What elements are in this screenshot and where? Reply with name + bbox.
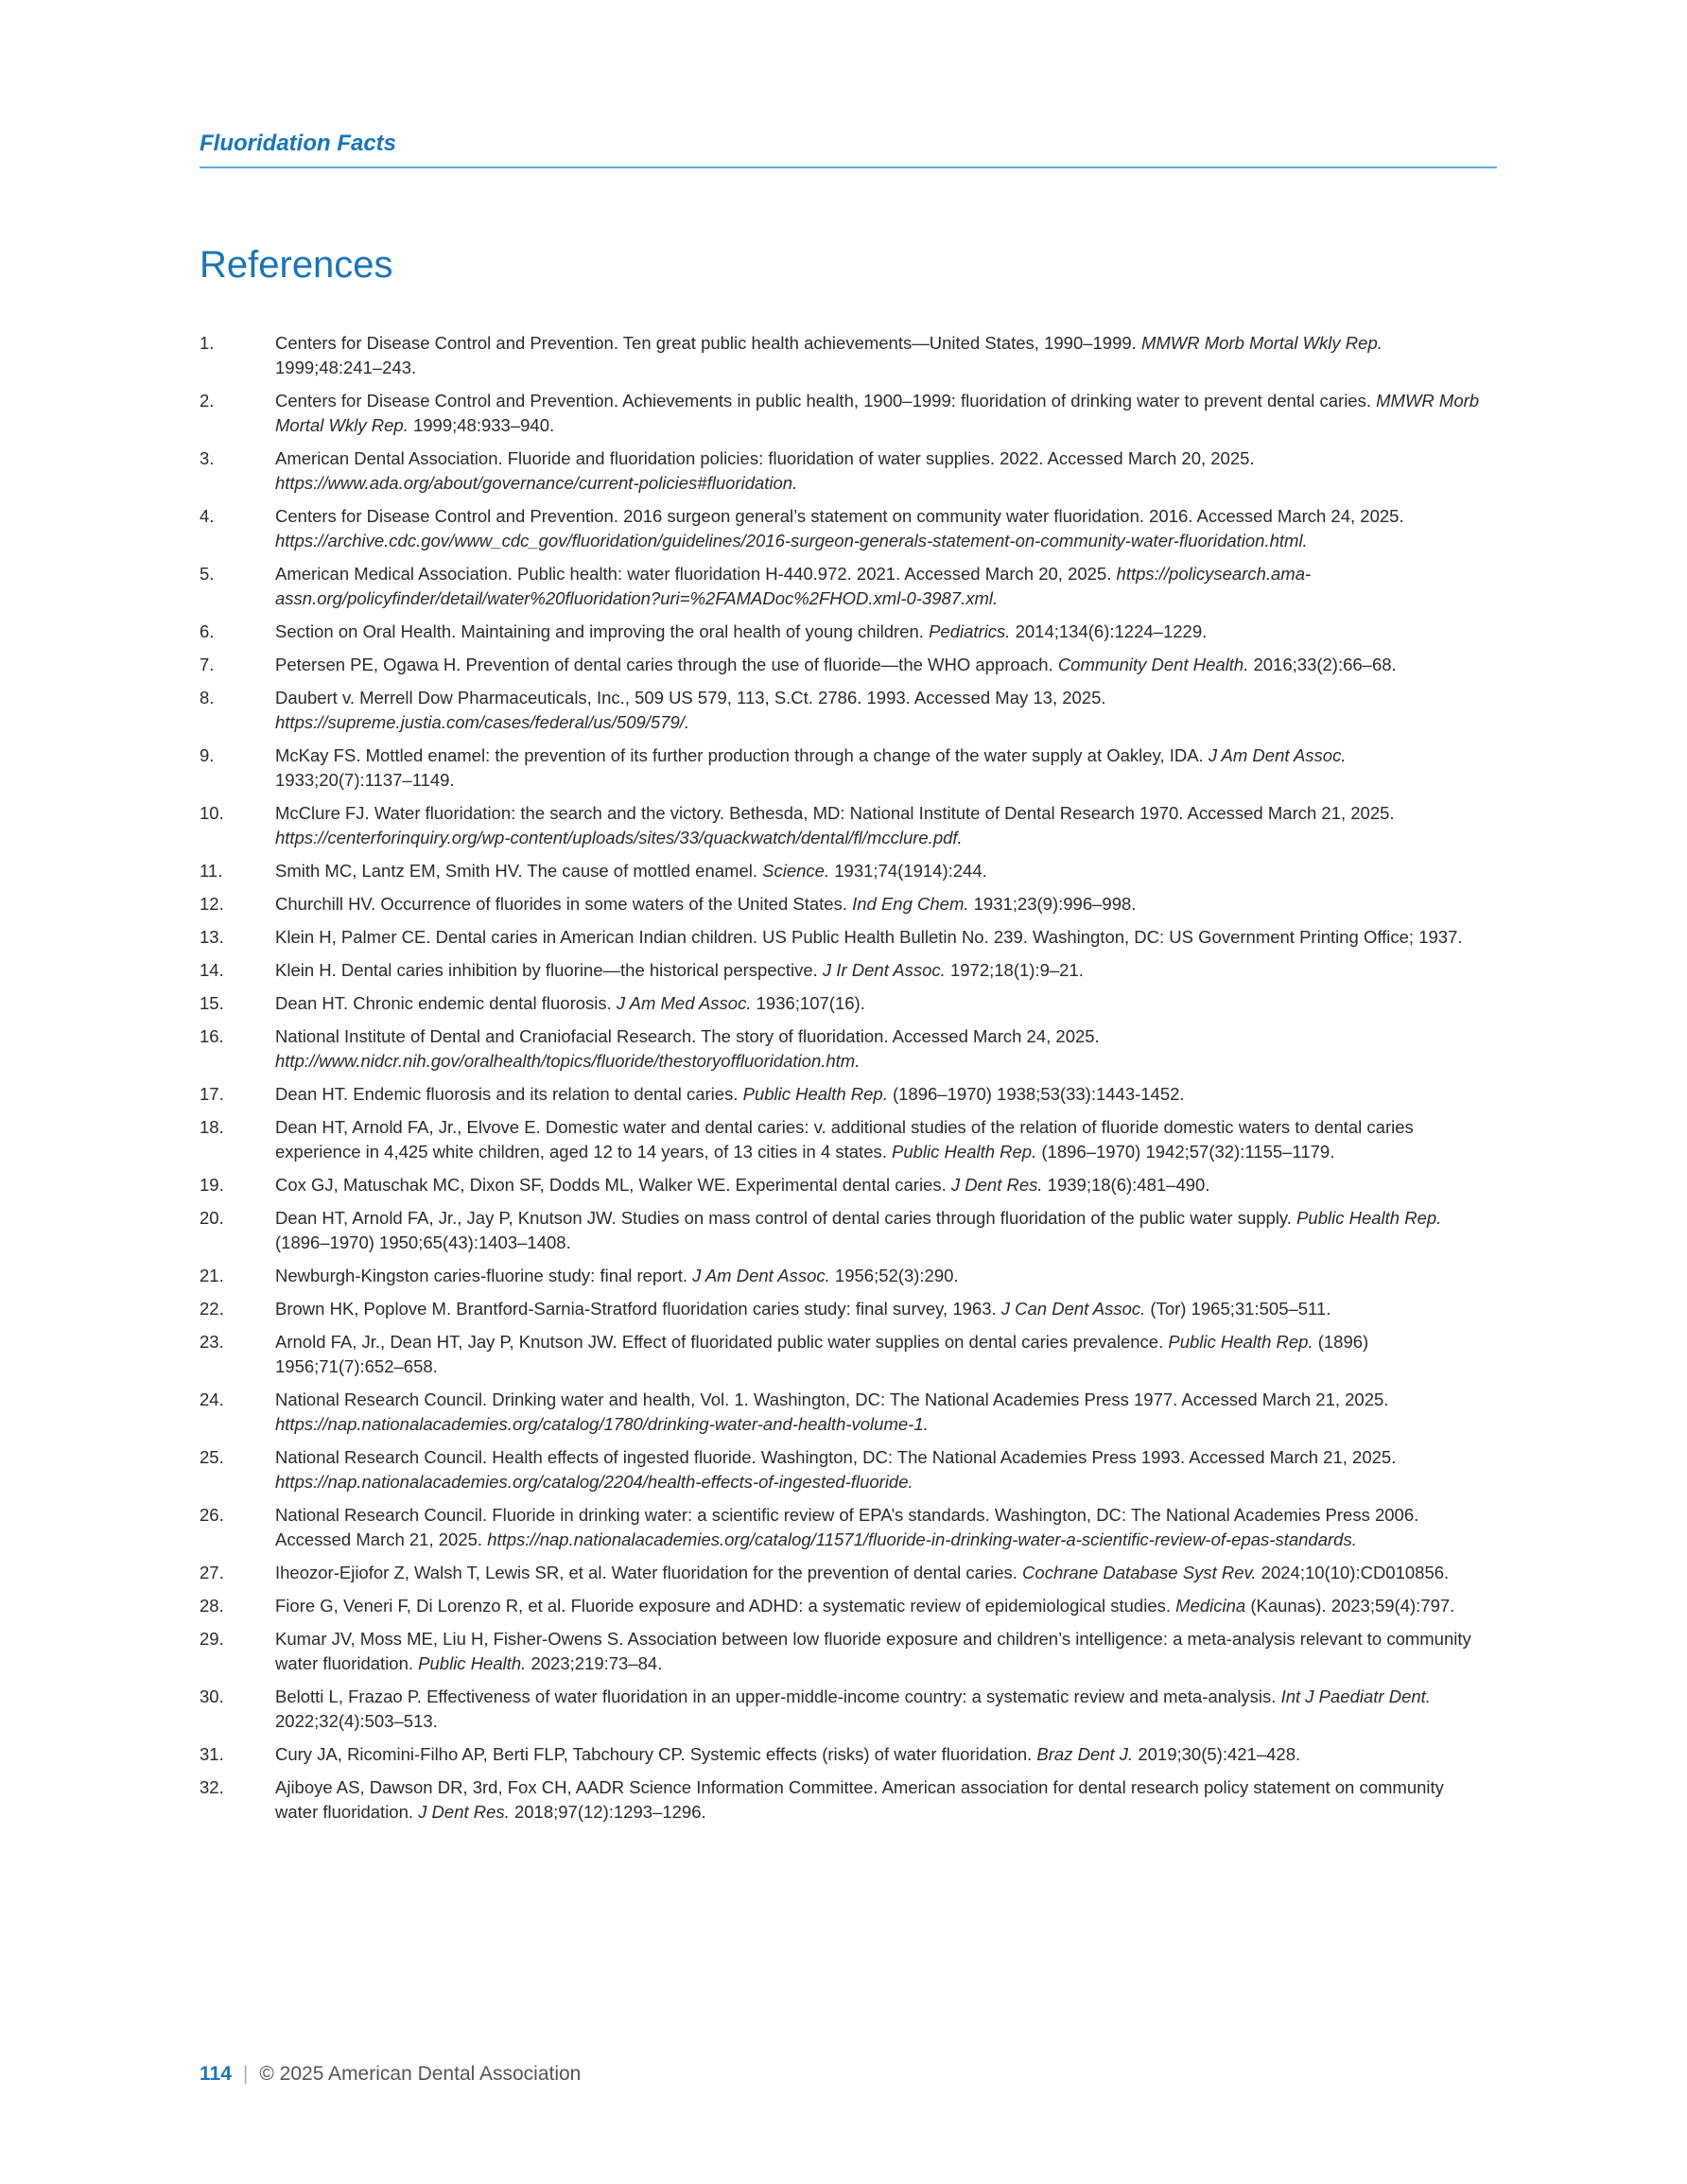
reference-number: 24. xyxy=(200,1389,224,1409)
reference-text xyxy=(275,1206,1486,1255)
reference-item xyxy=(200,743,1486,793)
reference-segment: Kumar JV, Moss ME, Liu H, Fisher-Owens S. Association between low fluoride exposure and children’s intelligence: a meta-analysis relevant to community water fluoridation. xyxy=(275,1629,1471,1673)
reference-number: 3. xyxy=(200,448,215,468)
reference-segment: Petersen PE, Ogawa H. Prevention of dental caries through the use of fluoride—the WHO approach. xyxy=(275,655,1058,674)
reference-source: Public Health Rep. xyxy=(1168,1332,1313,1352)
header-title: Fluoridation Facts xyxy=(200,131,397,156)
reference-text xyxy=(275,1627,1486,1676)
reference-segment: Iheozor-Ejiofor Z, Walsh T, Lewis SR, et al. Water fluoridation for the prevention of dental caries. xyxy=(275,1563,1023,1582)
reference-number: 28. xyxy=(200,1596,224,1616)
reference-segment: (1896–1970) 1950;65(43):1403–1408. xyxy=(275,1232,571,1252)
reference-number: 32. xyxy=(200,1777,224,1797)
reference-item xyxy=(200,1445,1486,1494)
reference-number: 9. xyxy=(200,745,215,765)
reference-text xyxy=(275,1503,1486,1552)
reference-source: Community Dent Health. xyxy=(1057,655,1249,674)
reference-source: J Dent Res. xyxy=(418,1802,510,1822)
reference-number: 11. xyxy=(200,861,223,881)
reference-source: https://supreme.justia.com/cases/federal/us/509/579/. xyxy=(275,712,690,732)
reference-segment: Dean HT, Arnold FA, Jr., Elvove E. Domestic water and dental caries: v. additional studies of the relation of fluoride domestic waters to dental caries experience in 4,425 white children, aged 12 to 14 years, of 13 cities in 4 states. xyxy=(275,1117,1414,1162)
reference-number: 13. xyxy=(200,927,224,947)
reference-segment: 1931;23(9):996–998. xyxy=(968,894,1137,914)
reference-number: 4. xyxy=(200,506,215,526)
reference-segment: Centers for Disease Control and Prevention. Achievements in public health, 1900–1999: fluoridation of drinking water to prevent dental caries. xyxy=(275,391,1377,411)
reference-text xyxy=(275,446,1486,496)
reference-text xyxy=(275,1024,1486,1074)
reference-text xyxy=(275,1264,1486,1288)
reference-text xyxy=(275,958,1486,983)
reference-number: 21. xyxy=(200,1266,224,1285)
reference-segment: Arnold FA, Jr., Dean HT, Jay P, Knutson JW. Effect of fluoridated public water supplies on dental caries prevalence. xyxy=(275,1332,1169,1352)
reference-text xyxy=(275,991,1486,1016)
reference-segment: (1896–1970) 1938;53(33):1443-1452. xyxy=(887,1084,1185,1104)
reference-segment: Centers for Disease Control and Prevention. Ten great public health achievements—United States, 1990–1999. xyxy=(275,333,1141,353)
reference-item xyxy=(200,1594,1486,1618)
reference-number: 20. xyxy=(200,1208,224,1228)
reference-number: 16. xyxy=(200,1026,224,1046)
reference-segment: 1972;18(1):9–21. xyxy=(945,960,1084,980)
reference-segment: 1933;20(7):1137–1149. xyxy=(275,770,455,790)
reference-item xyxy=(200,446,1486,496)
reference-source: https://nap.nationalacademies.org/catalog/11571/fluoride-in-drinking-water-a-scientific-review-of-epas-standards. xyxy=(487,1529,1357,1549)
reference-segment: American Medical Association. Public health: water fluoridation H-440.972. 2021. Accessed March 20, 2025. xyxy=(275,564,1117,584)
reference-source: J Am Dent Assoc. xyxy=(692,1266,830,1285)
reference-item xyxy=(200,892,1486,917)
reference-number: 26. xyxy=(200,1505,224,1525)
reference-segment: 2024;10(10):CD010856. xyxy=(1256,1563,1450,1582)
reference-text xyxy=(275,653,1486,677)
reference-text xyxy=(275,1115,1486,1164)
reference-segment: 2019;30(5):421–428. xyxy=(1133,1744,1301,1764)
reference-segment: 2023;219:73–84. xyxy=(526,1653,663,1673)
reference-text xyxy=(275,925,1486,950)
reference-segment: Cox GJ, Matuschak MC, Dixon SF, Dodds ML, Walker WE. Experimental dental caries. xyxy=(275,1175,951,1195)
reference-segment: 1939;18(6):481–490. xyxy=(1042,1175,1210,1195)
reference-item xyxy=(200,1775,1486,1825)
reference-item xyxy=(200,504,1486,553)
reference-source: MMWR Morb Mortal Wkly Rep. xyxy=(1140,333,1383,353)
reference-text xyxy=(275,1445,1486,1494)
reference-item xyxy=(200,1388,1486,1437)
reference-number: 25. xyxy=(200,1447,224,1467)
reference-item xyxy=(200,653,1486,677)
reference-text xyxy=(275,743,1486,793)
reference-segment: (Tor) 1965;31:505–511. xyxy=(1145,1299,1331,1319)
reference-number: 14. xyxy=(200,960,224,980)
reference-number: 27. xyxy=(200,1563,224,1582)
reference-text xyxy=(275,1388,1486,1437)
reference-number: 8. xyxy=(200,688,215,708)
reference-text xyxy=(275,1561,1486,1585)
reference-text xyxy=(275,686,1486,735)
reference-item xyxy=(200,331,1486,380)
reference-number: 12. xyxy=(200,894,224,914)
reference-text xyxy=(275,1685,1486,1734)
reference-segment: 1936;107(16). xyxy=(751,993,865,1013)
reference-item xyxy=(200,925,1486,950)
reference-source: https://www.ada.org/about/governance/current-policies#fluoridation. xyxy=(275,473,798,493)
reference-source: https://nap.nationalacademies.org/catalog/2204/health-effects-of-ingested-fluoride. xyxy=(275,1472,913,1492)
reference-text xyxy=(275,389,1486,438)
reference-source: Public Health Rep. xyxy=(892,1142,1037,1162)
reference-source: https://policysearch.ama-assn.org/policyfinder/detail/water%20fluoridation?uri=%2FAMADoc%2FHOD.xml-0-3987.xml. xyxy=(275,564,1312,608)
reference-segment: American Dental Association. Fluoride and fluoridation policies: fluoridation of water supplies. 2022. Accessed March 20, 2025. xyxy=(275,448,1255,468)
reference-source: Public Health Rep. xyxy=(742,1084,888,1104)
reference-text xyxy=(275,331,1486,380)
reference-segment: Dean HT, Arnold FA, Jr., Jay P, Knutson JW. Studies on mass control of dental caries through fluoridation of the public water supply. xyxy=(275,1208,1297,1228)
reference-item xyxy=(200,1206,1486,1255)
reference-segment: Section on Oral Health. Maintaining and improving the oral health of young children. xyxy=(275,621,930,641)
reference-number: 30. xyxy=(200,1686,224,1706)
reference-source: Science. xyxy=(762,861,830,881)
reference-item xyxy=(200,1297,1486,1321)
reference-item xyxy=(200,1173,1486,1197)
reference-list xyxy=(200,331,1486,1833)
reference-item xyxy=(200,1082,1486,1107)
reference-item xyxy=(200,958,1486,983)
reference-item xyxy=(200,1685,1486,1734)
reference-segment: 2018;97(12):1293–1296. xyxy=(509,1802,706,1822)
reference-item xyxy=(200,620,1486,644)
reference-text xyxy=(275,892,1486,917)
reference-source: Ind Eng Chem. xyxy=(852,894,969,914)
reference-source: Int J Paediatr Dent. xyxy=(1280,1686,1431,1706)
reference-source: Public Health. xyxy=(418,1653,527,1673)
reference-item xyxy=(200,991,1486,1016)
reference-item xyxy=(200,1024,1486,1074)
reference-segment: 2016;33(2):66–68. xyxy=(1248,655,1397,674)
reference-source: J Ir Dent Assoc. xyxy=(822,960,946,980)
reference-segment: 1999;48:933–940. xyxy=(408,415,555,435)
reference-number: 29. xyxy=(200,1629,224,1649)
reference-item xyxy=(200,1115,1486,1164)
reference-segment: National Research Council. Health effects of ingested fluoride. Washington, DC: The National Academies Press 1993. Accessed March 21, 2025. xyxy=(275,1447,1397,1467)
reference-text xyxy=(275,504,1486,553)
reference-item xyxy=(200,1561,1486,1585)
reference-number: 18. xyxy=(200,1117,224,1137)
reference-segment: Newburgh-Kingston caries-fluorine study: final report. xyxy=(275,1266,693,1285)
reference-segment: 2014;134(6):1224–1229. xyxy=(1010,621,1208,641)
reference-text xyxy=(275,620,1486,644)
footer xyxy=(200,2063,581,2086)
reference-source: https://nap.nationalacademies.org/catalog/1780/drinking-water-and-health-volume-1. xyxy=(275,1414,929,1434)
reference-item xyxy=(200,389,1486,438)
reference-number: 15. xyxy=(200,993,224,1013)
reference-segment: McClure FJ. Water fluoridation: the search and the victory. Bethesda, MD: National Institute of Dental Research 1970. Accessed March 21, 2025. xyxy=(275,803,1395,823)
reference-source: Public Health Rep. xyxy=(1296,1208,1442,1228)
reference-source: MMWR Morb Mortal Wkly Rep. xyxy=(275,391,1480,435)
reference-text xyxy=(275,859,1486,883)
reference-segment: 1956;52(3):290. xyxy=(829,1266,959,1285)
reference-segment: Daubert v. Merrell Dow Pharmaceuticals, Inc., 509 US 579, 113, S.Ct. 2786. 1993. Accessed May 13, 2025. xyxy=(275,688,1106,708)
reference-segment: 1931;74(1914):244. xyxy=(829,861,987,881)
page-title: References xyxy=(200,244,393,286)
reference-number: 31. xyxy=(200,1744,224,1764)
reference-text xyxy=(275,1594,1486,1618)
reference-segment: Klein H. Dental caries inhibition by fluorine—the historical perspective. xyxy=(275,960,823,980)
reference-text xyxy=(275,1742,1486,1767)
reference-segment: Centers for Disease Control and Prevention. 2016 surgeon general’s statement on community water fluoridation. 2016. Accessed March 24, 2025. xyxy=(275,506,1404,526)
reference-source: Braz Dent J. xyxy=(1036,1744,1134,1764)
reference-segment: Brown HK, Poplove M. Brantford-Sarnia-Stratford fluoridation caries study: final survey, 1963. xyxy=(275,1299,1001,1319)
reference-item xyxy=(200,562,1486,611)
reference-segment: Churchill HV. Occurrence of fluorides in some waters of the United States. xyxy=(275,894,853,914)
reference-source: http://www.nidcr.nih.gov/oralhealth/topics/fluoride/thestoryoffluoridation.htm. xyxy=(275,1051,861,1071)
reference-segment: McKay FS. Mottled enamel: the prevention of its further production through a change of the water supply at Oakley, IDA. xyxy=(275,745,1209,765)
reference-segment: 2022;32(4):503–513. xyxy=(275,1711,438,1731)
reference-text xyxy=(275,1082,1486,1107)
reference-number: 5. xyxy=(200,564,215,584)
reference-item xyxy=(200,1627,1486,1676)
reference-segment: Belotti L, Frazao P. Effectiveness of water fluoridation in an upper-middle-income country: a systematic review and meta-analysis. xyxy=(275,1686,1281,1706)
reference-source: Cochrane Database Syst Rev. xyxy=(1022,1563,1257,1582)
reference-source: https://centerforinquiry.org/wp-content/uploads/sites/33/quackwatch/dental/fl/mcclure.pdf. xyxy=(275,828,963,847)
footer-separator: | xyxy=(242,2063,249,2085)
reference-item xyxy=(200,1503,1486,1552)
copyright: © 2025 American Dental Association xyxy=(259,2063,582,2085)
reference-segment: Klein H, Palmer CE. Dental caries in American Indian children. US Public Health Bulletin No. 239. Washington, DC: US Government Printing Office; 1937. xyxy=(275,927,1463,947)
reference-item xyxy=(200,1330,1486,1379)
reference-segment: (Kaunas). 2023;59(4):797. xyxy=(1245,1596,1455,1616)
reference-source: Medicina xyxy=(1175,1596,1246,1616)
reference-source: J Am Dent Assoc. xyxy=(1208,745,1347,765)
reference-source: J Am Med Assoc. xyxy=(616,993,752,1013)
reference-number: 2. xyxy=(200,391,215,411)
reference-segment: National Research Council. Fluoride in drinking water: a scientific review of EPA’s standards. Washington, DC: The National Academies Press 2006. Accessed March 21, 2025. xyxy=(275,1505,1419,1549)
reference-segment: Dean HT. Chronic endemic dental fluorosis. xyxy=(275,993,617,1013)
reference-number: 19. xyxy=(200,1175,224,1195)
reference-item xyxy=(200,1264,1486,1288)
reference-segment: Smith MC, Lantz EM, Smith HV. The cause of mottled enamel. xyxy=(275,861,763,881)
reference-segment: Ajiboye AS, Dawson DR, 3rd, Fox CH, AADR Science Information Committee. American association for dental research policy statement on community water fluoridation. xyxy=(275,1777,1444,1822)
reference-source: https://archive.cdc.gov/www_cdc_gov/fluoridation/guidelines/2016-surgeon-generals-statement-on-community-water-fluoridation.html. xyxy=(275,531,1308,550)
reference-segment: (1896–1970) 1942;57(32):1155–1179. xyxy=(1036,1142,1335,1162)
reference-number: 17. xyxy=(200,1084,224,1104)
reference-item xyxy=(200,686,1486,735)
reference-number: 10. xyxy=(200,803,224,823)
reference-source: J Dent Res. xyxy=(950,1175,1043,1195)
reference-number: 6. xyxy=(200,621,215,641)
reference-source: Pediatrics. xyxy=(929,621,1011,641)
reference-text xyxy=(275,1173,1486,1197)
reference-item xyxy=(200,1742,1486,1767)
reference-number: 23. xyxy=(200,1332,224,1352)
page-number: 114 xyxy=(200,2063,232,2085)
reference-segment: National Institute of Dental and Craniofacial Research. The story of fluoridation. Accessed March 24, 2025. xyxy=(275,1026,1100,1046)
reference-segment: (1896) 1956;71(7):652–658. xyxy=(275,1332,1369,1376)
reference-text xyxy=(275,801,1486,850)
reference-number: 22. xyxy=(200,1299,224,1319)
reference-text xyxy=(275,562,1486,611)
reference-text xyxy=(275,1330,1486,1379)
reference-segment: 1999;48:241–243. xyxy=(275,358,417,377)
reference-number: 7. xyxy=(200,655,215,674)
reference-segment: Cury JA, Ricomini-Filho AP, Berti FLP, Tabchoury CP. Systemic effects (risks) of water fluoridation. xyxy=(275,1744,1037,1764)
reference-number: 1. xyxy=(200,333,215,353)
reference-segment: Fiore G, Veneri F, Di Lorenzo R, et al. Fluoride exposure and ADHD: a systematic review of epidemiological studies. xyxy=(275,1596,1176,1616)
reference-segment: Dean HT. Endemic fluorosis and its relation to dental caries. xyxy=(275,1084,743,1104)
reference-text xyxy=(275,1775,1486,1825)
reference-item xyxy=(200,801,1486,850)
reference-segment: National Research Council. Drinking water and health, Vol. 1. Washington, DC: The National Academies Press 1977. Accessed March 21, 2025. xyxy=(275,1389,1389,1409)
reference-text xyxy=(275,1297,1486,1321)
running-header xyxy=(200,131,1497,168)
reference-item xyxy=(200,859,1486,883)
reference-source: J Can Dent Assoc. xyxy=(1000,1299,1146,1319)
